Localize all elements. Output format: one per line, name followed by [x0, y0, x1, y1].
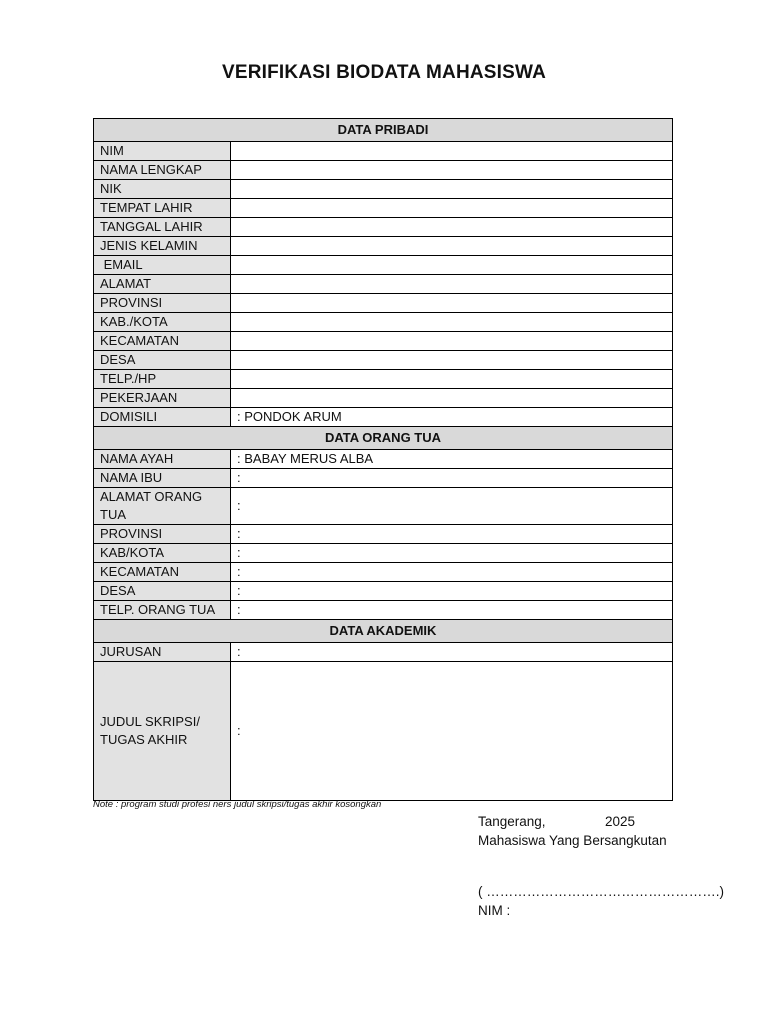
field-nama-ibu[interactable]: : — [231, 469, 673, 488]
label-provinsi-ortu: PROVINSI — [94, 525, 231, 544]
signature-year: 2025 — [605, 814, 636, 829]
label-nama-ayah: NAMA AYAH — [94, 450, 231, 469]
label-kecamatan-ortu: KECAMATAN — [94, 563, 231, 582]
field-judul-skripsi[interactable]: : — [231, 662, 673, 801]
field-telp-hp[interactable] — [231, 370, 673, 389]
field-provinsi[interactable] — [231, 294, 673, 313]
label-pekerjaan: PEKERJAAN — [94, 389, 231, 408]
label-tanggal-lahir: TANGGAL LAHIR — [94, 218, 231, 237]
field-jurusan[interactable]: : — [231, 643, 673, 662]
label-alamat-orang-tua: ALAMAT ORANG TUA — [94, 488, 231, 525]
field-provinsi-ortu[interactable]: : — [231, 525, 673, 544]
field-tempat-lahir[interactable] — [231, 199, 673, 218]
field-alamat-orang-tua[interactable]: : — [231, 488, 673, 525]
field-kecamatan[interactable] — [231, 332, 673, 351]
field-kab-kota[interactable] — [231, 313, 673, 332]
field-nama-ayah[interactable]: : BABAY MERUS ALBA — [231, 450, 673, 469]
signature-nim: NIM : — [478, 903, 511, 918]
label-kab-kota: KAB./KOTA — [94, 313, 231, 332]
label-nama-ibu: NAMA IBU — [94, 469, 231, 488]
label-judul-skripsi: JUDUL SKRIPSI/ TUGAS AKHIR — [94, 662, 231, 801]
label-nik: NIK — [94, 180, 231, 199]
label-jurusan: JURUSAN — [94, 643, 231, 662]
label-telp-hp: TELP./HP — [94, 370, 231, 389]
signature-city: Tangerang, — [478, 814, 546, 829]
label-telp-orang-tua: TELP. ORANG TUA — [94, 601, 231, 620]
field-jenis-kelamin[interactable] — [231, 237, 673, 256]
label-kecamatan: KECAMATAN — [94, 332, 231, 351]
label-tempat-lahir: TEMPAT LAHIR — [94, 199, 231, 218]
label-desa-ortu: DESA — [94, 582, 231, 601]
footnote: Note : program studi profesi ners judul skripsi/tugas akhir kosongkan — [93, 799, 382, 810]
page-title: VERIFIKASI BIODATA MAHASISWA — [221, 62, 547, 83]
field-email[interactable] — [231, 256, 673, 275]
label-kab-kota-ortu: KAB/KOTA — [94, 544, 231, 563]
field-desa-ortu[interactable]: : — [231, 582, 673, 601]
label-alamat: ALAMAT — [94, 275, 231, 294]
field-nik[interactable] — [231, 180, 673, 199]
signature-role: Mahasiswa Yang Bersangkutan — [478, 833, 667, 848]
section-header-data-akademik: DATA AKADEMIK — [94, 620, 673, 643]
biodata-table — [93, 118, 673, 801]
section-header-data-orang-tua: DATA ORANG TUA — [94, 427, 673, 450]
field-kab-kota-ortu[interactable]: : — [231, 544, 673, 563]
field-nama-lengkap[interactable] — [231, 161, 673, 180]
field-nim[interactable] — [231, 142, 673, 161]
label-jenis-kelamin: JENIS KELAMIN — [94, 237, 231, 256]
field-pekerjaan[interactable] — [231, 389, 673, 408]
section-header-data-pribadi: DATA PRIBADI — [94, 119, 673, 142]
field-desa[interactable] — [231, 351, 673, 370]
label-nim: NIM — [94, 142, 231, 161]
field-tanggal-lahir[interactable] — [231, 218, 673, 237]
label-domisili: DOMISILI — [94, 408, 231, 427]
field-kecamatan-ortu[interactable]: : — [231, 563, 673, 582]
field-domisili[interactable]: : PONDOK ARUM — [231, 408, 673, 427]
signature-name-line: ( …………………………………………….) — [478, 884, 724, 899]
field-telp-orang-tua[interactable]: : — [231, 601, 673, 620]
label-desa: DESA — [94, 351, 231, 370]
label-email: EMAIL — [94, 256, 231, 275]
label-provinsi: PROVINSI — [94, 294, 231, 313]
label-nama-lengkap: NAMA LENGKAP — [94, 161, 231, 180]
field-alamat[interactable] — [231, 275, 673, 294]
